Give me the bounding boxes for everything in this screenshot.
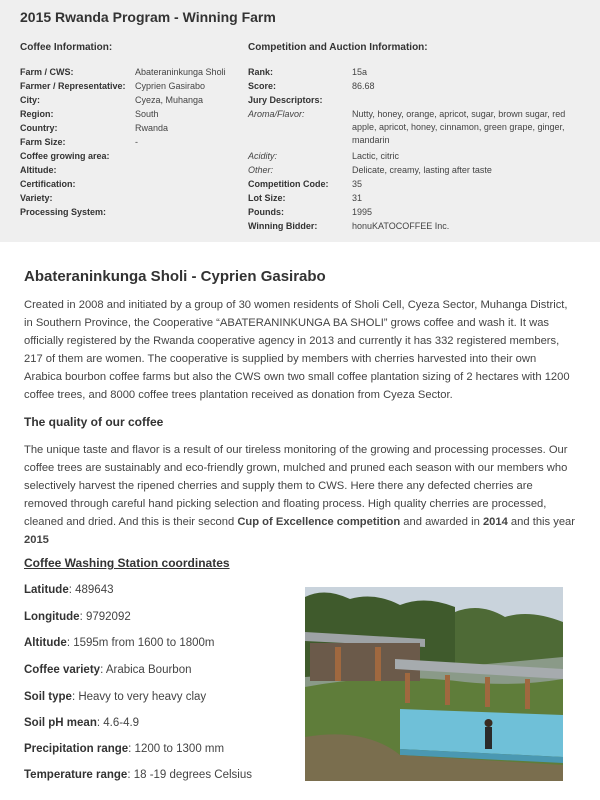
comp-label: Lot Size:: [248, 193, 286, 203]
comp-value: 31: [352, 193, 363, 203]
comp-value: 86.68: [352, 81, 375, 91]
washing-station-photo: [305, 587, 563, 781]
info-value: Rwanda: [135, 123, 169, 133]
info-label: Altitude:: [20, 165, 57, 175]
coord-soil-type: [24, 691, 206, 703]
comp-value: Lactic, citric: [352, 151, 400, 161]
coord-label: Altitude: [24, 637, 67, 649]
coord-temperature: [24, 769, 252, 781]
coord-value: : 4.6-4.9: [96, 717, 140, 729]
info-label: Farmer / Representative:: [20, 81, 126, 91]
quality-bold-2014: 2014: [482, 516, 508, 528]
info-label: Coffee growing area:: [20, 151, 110, 161]
comp-label: Competition Code:: [248, 179, 329, 189]
info-label: Farm / CWS:: [20, 67, 74, 77]
comp-value: 15a: [352, 67, 368, 77]
quality-heading: The quality of our coffee: [24, 415, 164, 429]
info-label: Farm Size:: [20, 137, 66, 147]
coord-value: : 489643: [68, 584, 114, 596]
comp-value: Nutty, honey, orange, apricot, sugar, brown sugar, red apple, apricot, honey, cinnamon, green grape, ginger, mandarin: [352, 109, 566, 145]
quality-text: The unique taste and flavor is a result of our tireless monitoring of the growing and processing processes. Our coffee trees are sustainably and eco-friendly grown, mulched and pruned each season with our members who selectively harvest the ripened cherries and supply them to CWS. Here there any defected cherries are removed through careful hand picking selection and floating process. High quality cherries are processed, cleaned and dried. And this is their second: [24, 444, 568, 528]
coord-label: Soil type: [24, 691, 72, 703]
station-heading: Coffee Washing Station coordinates: [24, 556, 230, 570]
comp-value: honuKATOCOFFEE Inc.: [352, 221, 450, 231]
coord-variety: [24, 664, 191, 676]
coord-label: Soil pH mean: [24, 717, 97, 729]
info-label: Region:: [20, 109, 54, 119]
quality-bold-2015: 2015: [24, 534, 49, 546]
coord-value: : Arabica Bourbon: [100, 664, 192, 676]
comp-label: Acidity:: [248, 151, 278, 161]
comp-label: Winning Bidder:: [248, 221, 318, 231]
coord-value: : Heavy to very heavy clay: [71, 691, 207, 703]
info-label: Country:: [20, 123, 58, 133]
coord-label: Longitude: [24, 611, 80, 623]
coord-value: : 9792092: [79, 611, 131, 623]
story-title: Abateraninkunga Sholi - Cyprien Gasirabo: [24, 268, 326, 285]
info-label: Certification:: [20, 179, 76, 189]
quality-text-3: and this year: [507, 516, 575, 528]
comp-value: 35: [352, 179, 363, 189]
info-value: Cyprien Gasirabo: [135, 81, 206, 91]
quality-text-2: and awarded in: [400, 516, 483, 528]
coord-value: : 18 -19 degrees Celsius: [127, 769, 252, 781]
coord-altitude: [24, 637, 214, 649]
info-label: Processing System:: [20, 207, 107, 217]
comp-label: Score:: [248, 81, 277, 91]
info-value: South: [135, 109, 159, 119]
coord-label: Coffee variety: [24, 664, 101, 676]
coord-value: : 1595m from 1600 to 1800m: [66, 637, 215, 649]
comp-label: Rank:: [248, 67, 274, 77]
comp-label: Aroma/Flavor:: [248, 109, 305, 119]
info-label: City:: [20, 95, 40, 105]
coord-label: Precipitation range: [24, 743, 129, 755]
info-value: Abateraninkunga Sholi: [135, 67, 226, 77]
washing-station-illustration: [305, 587, 563, 781]
coord-soil-ph: [24, 717, 139, 729]
coord-label: Latitude: [24, 584, 69, 596]
info-value: Cyeza, Muhanga: [135, 95, 204, 105]
coord-value: : 1200 to 1300 mm: [128, 743, 225, 755]
comp-label: Other:: [248, 165, 274, 175]
quality-bold-competition: Cup of Excellence competition: [237, 516, 401, 528]
coord-label: Temperature range: [24, 769, 128, 781]
comp-value: Delicate, creamy, lasting after taste: [352, 165, 492, 175]
page-title: 2015 Rwanda Program - Winning Farm: [20, 9, 276, 25]
coord-precipitation: [24, 743, 224, 755]
coord-latitude: [24, 584, 114, 596]
comp-value: 1995: [352, 207, 373, 217]
quality-paragraph: [24, 441, 576, 549]
coord-longitude: [24, 611, 131, 623]
comp-label: Jury Descriptors:: [248, 95, 323, 105]
info-value: -: [135, 137, 138, 147]
coffee-info-heading: Coffee Information:: [20, 42, 113, 53]
competition-info-heading: Competition and Auction Information:: [248, 42, 428, 53]
story-intro: Created in 2008 and initiated by a group of 30 women residents of Sholi Cell, Cyeza Sector, Muhanga District, in Southern Province, the Cooperative “ABATERANINKUNGA BA SHOLI” grows coffee and wash it. It was officially registered by the Rwanda cooperative agency in 2013 and currently it has 332 registered members, 217 of them are women. The cooperative is supplied by members with cherries harvested into their own Arabica bourbon coffee farms but also the CWS own two small coffee plantation sizing of 2 hectares with 1200 coffee trees, and 8000 coffee trees plantation received as donation from Cyeza Sector.: [24, 299, 570, 401]
comp-label: Pounds:: [248, 207, 284, 217]
info-panel: [0, 0, 600, 242]
info-label: Variety:: [20, 193, 53, 203]
